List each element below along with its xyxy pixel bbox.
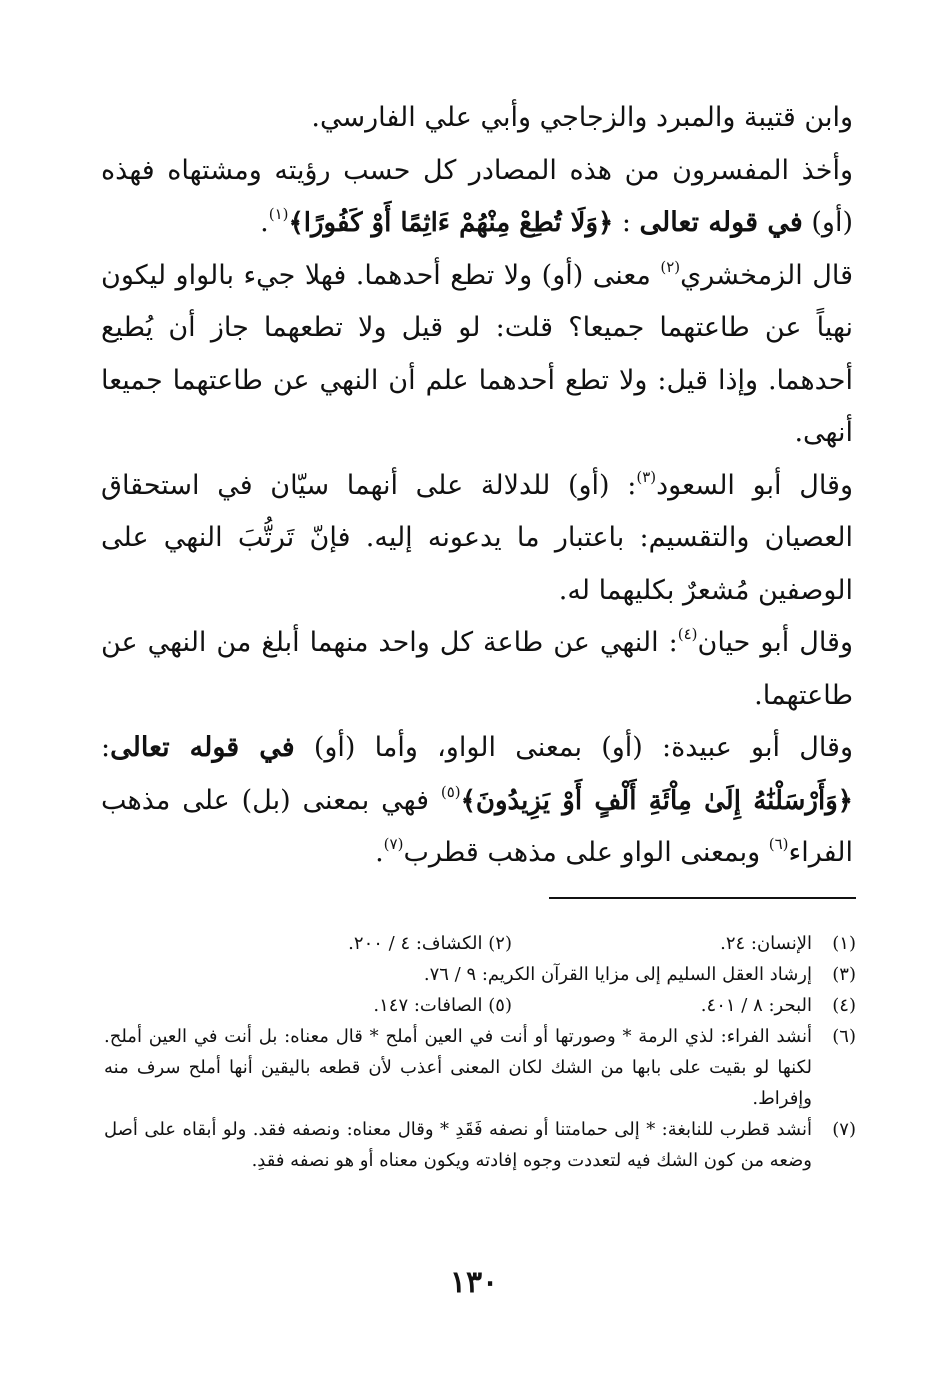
paragraph-4 bbox=[101, 460, 853, 618]
footnote-row bbox=[104, 928, 856, 959]
paragraph-text: . bbox=[375, 837, 384, 868]
paragraph-text: معنى (أو) ولا تطع أحدهما. فهلا جيء بالواو ليكون نهياً عن طاعتهما جميعا؟ قلت: لو قيل ولا تطعهما جاز أن يُطيع أحدهما. وإذا قيل: ولا تطع أحدهما علم أن النهي عن طاعتهما جميعا أنهى. bbox=[101, 259, 853, 448]
footnote-row bbox=[104, 1021, 856, 1114]
footnote-ref: (٥) bbox=[440, 782, 461, 801]
paragraph-text: وأخذ المفسرون من هذه المصادر كل حسب رؤيته ومشتهاه فهذه (أو) bbox=[101, 154, 853, 238]
footnote-ref: (٦) bbox=[768, 835, 789, 853]
footnote-row bbox=[104, 1114, 856, 1176]
quote-intro: في قوله تعالى bbox=[110, 732, 295, 763]
footnote-text: أنشد الفراء: لذي الرمة * وصورتها أو أنت في العين أملح * قال معناه: بل أنت في العين أملح. لكنها لو بقيت على بابها من الشك لكان المعنى أعذب لأن قطعه باليقين أنها أملح سرف منه وإفراط. bbox=[104, 1026, 812, 1109]
quran-verse: ﴿وَأَرْسَلْنَٰهُ إِلَىٰ مِاْئَةِ أَلْفٍ أَوْ يَزِيدُونَ﴾ bbox=[460, 785, 853, 816]
footnote-row bbox=[104, 990, 856, 1021]
footnote-ref: (١) bbox=[268, 205, 289, 223]
paragraph-6 bbox=[101, 722, 853, 880]
quran-verse: ﴿وَلَا تُطِعْ مِنْهُمْ ءَاثِمًا أَوْ كَفُورًا﴾ bbox=[288, 208, 614, 238]
paragraph-text: وبمعنى الواو على مذهب قطرب bbox=[403, 837, 769, 868]
footnote-number: (٤) bbox=[832, 995, 856, 1016]
footnote-number: (٣) bbox=[832, 964, 856, 985]
quote-intro: في قوله تعالى bbox=[639, 207, 803, 238]
paragraph-text: : النهي عن طاعة كل واحد منهما أبلغ من النهي عن طاعتهما. bbox=[101, 627, 853, 711]
paragraph-text: وابن قتيبة والمبرد والزجاجي وأبي علي الفارسي. bbox=[311, 102, 853, 133]
footnote-number: (٧) bbox=[832, 1119, 856, 1140]
footnote-body bbox=[104, 990, 812, 1021]
footnote-text: الكشاف: ٤ / ٢٠٠. bbox=[348, 933, 483, 954]
footnote-text: الصافات: ١٤٧. bbox=[373, 995, 483, 1016]
main-text-body bbox=[101, 92, 853, 880]
footnote-inline bbox=[104, 990, 512, 1021]
paragraph-text: وقال أبو السعود bbox=[656, 469, 853, 501]
paragraph-text: . bbox=[260, 207, 269, 238]
footnote-ref: (٣) bbox=[636, 467, 657, 486]
paragraph-text: : bbox=[101, 732, 111, 763]
paragraph-text: وقال أبو عبيدة: (أو) بمعنى الواو، وأما (أو) bbox=[294, 732, 853, 763]
footnote-row bbox=[104, 959, 856, 990]
footnote-ref: (٤) bbox=[677, 625, 698, 643]
footnote-separator bbox=[549, 897, 856, 899]
paragraph-text: : (أو) للدلالة على أنهما سيّان في استحقاق العصيان والتقسيم: باعتبار ما يدعونه إليه. فإنّ تَرتُّبَ النهي على الوصفين مُشعرٌ بكليهما له. bbox=[101, 469, 853, 606]
paragraph-text: قال الزمخشري bbox=[680, 259, 853, 291]
footnote-text: البحر: ٨ / ٤٠١. bbox=[700, 995, 812, 1016]
footnote-body bbox=[104, 928, 812, 959]
paragraph-text: : bbox=[613, 207, 640, 238]
paragraph-text: وقال أبو حيان bbox=[697, 627, 854, 658]
paragraph-3 bbox=[101, 250, 853, 460]
footnotes-section bbox=[104, 928, 856, 1176]
footnote-text: إرشاد العقل السليم إلى مزايا القرآن الكريم: ٩ / ٧٦. bbox=[423, 964, 812, 985]
footnote-text: أنشد قطرب للنابغة: * إلى حمامتنا أو نصفه فَقَدِ * وقال معناه: ونصفه فقد. ولو أبقاه على أصل وضعه من كون الشك فيه لتعددت وجوه إفادته ويكون معناه أو هو نصفه فقدِ. bbox=[104, 1119, 812, 1171]
paragraph-text: فهي بمعنى (بل) على مذهب الفراء bbox=[101, 784, 853, 868]
footnote-inline bbox=[104, 928, 512, 959]
paragraph-5 bbox=[101, 617, 853, 722]
footnote-number: (١) bbox=[832, 933, 856, 954]
footnote-ref: (٢) bbox=[660, 257, 681, 276]
footnote-text: الإنسان: ٢٤. bbox=[720, 933, 812, 954]
footnote-number: (٢) bbox=[488, 933, 512, 954]
footnote-number: (٥) bbox=[488, 995, 512, 1016]
footnote-ref: (٧) bbox=[383, 835, 404, 853]
paragraph-1 bbox=[101, 92, 853, 145]
footnote-number: (٦) bbox=[832, 1026, 856, 1047]
page-number: ١٣٠ bbox=[449, 1265, 499, 1300]
paragraph-2 bbox=[101, 145, 853, 250]
